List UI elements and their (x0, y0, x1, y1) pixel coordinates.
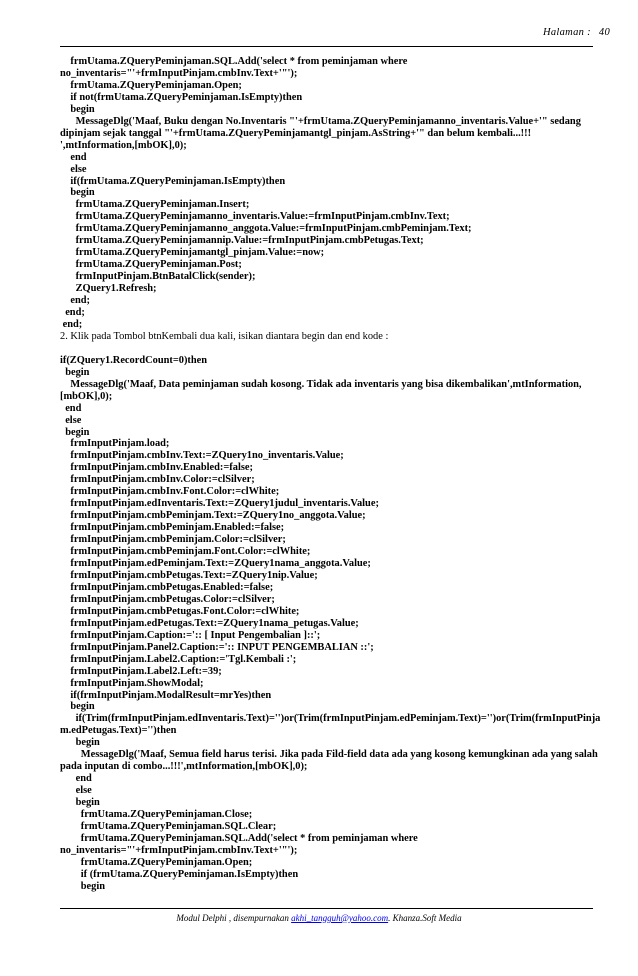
code-line: frmInputPinjam.cmbPeminjam.Font.Color:=clWhite; (60, 546, 311, 558)
code-line: no_inventaris="'+frmInputPinjam.cmbInv.Text+'"'); (60, 67, 298, 79)
footer-divider (60, 908, 593, 909)
page-footer (0, 913, 638, 923)
code-line: frmInputPinjam.cmbPeminjam.Enabled:=false; (60, 522, 285, 534)
code-line: pada inputan di combo...!!!',mtInformation,[mbOK],0); (60, 761, 308, 773)
code-line: ZQuery1.Refresh; (60, 283, 157, 295)
code-line: begin (60, 737, 100, 749)
code-line: begin (60, 187, 95, 199)
code-line: else (60, 414, 82, 426)
code-line: frmInputPinjam.cmbPetugas.Color:=clSilver; (60, 593, 275, 605)
code-line: frmInputPinjam.Caption:=':: [ Input Pengembalian ]::'; (60, 629, 321, 641)
code-line: MessageDlg('Maaf, Semua field harus terisi. Jika pada Fild-field data ada yang kosong kemungkinan ada yang salah (60, 749, 598, 761)
code-line: frmInputPinjam.load; (60, 438, 170, 450)
code-line: frmInputPinjam.ShowModal; (60, 677, 204, 689)
code-line: if(ZQuery1.RecordCount=0)then (60, 354, 208, 366)
code-line: ',mtInformation,[mbOK],0); (60, 139, 187, 151)
code-line: frmUtama.ZQueryPeminjaman.SQL.Add('select * from peminjaman where (60, 832, 418, 844)
code-line: no_inventaris="'+frmInputPinjam.cmbInv.Text+'"'); (60, 844, 298, 856)
code-line: frmInputPinjam.cmbPeminjam.Text:=ZQuery1no_anggota.Value; (60, 510, 366, 522)
code-line: if(Trim(frmInputPinjam.edInventaris.Text)='')or(Trim(frmInputPinjam.edPeminjam.Text)='')or(Trim(frmInputPinja (60, 713, 601, 725)
code-line: [mbOK],0); (60, 390, 113, 402)
code-line: if not(frmUtama.ZQueryPeminjaman.IsEmpty)then (60, 91, 303, 103)
page-number: 40 (598, 27, 610, 38)
code-line: frmUtama.ZQueryPeminjaman.Open; (60, 856, 253, 868)
code-line: frmInputPinjam.cmbInv.Text:=ZQuery1no_inventaris.Value; (60, 450, 344, 462)
code-line: begin (60, 797, 100, 809)
code-line: frmUtama.ZQueryPeminjamantgl_pinjam.Value:=now; (60, 247, 325, 259)
code-line: end (60, 151, 87, 163)
code-line: frmUtama.ZQueryPeminjaman.Insert; (60, 199, 250, 211)
code-line: begin (60, 426, 90, 438)
code-line: frmInputPinjam.edPetugas.Text:=ZQuery1nama_petugas.Value; (60, 617, 359, 629)
code-line: frmInputPinjam.cmbPetugas.Font.Color:=clWhite; (60, 605, 300, 617)
footer-text: Modul Delphi , disempurnakan (176, 913, 292, 923)
code-line: m.edPetugas.Text)='')then (60, 725, 177, 737)
code-line: frmUtama.ZQueryPeminjamanno_inventaris.Value:=frmInputPinjam.cmbInv.Text; (60, 211, 450, 223)
code-line: frmInputPinjam.cmbInv.Color:=clSilver; (60, 474, 255, 486)
code-line: begin (60, 880, 106, 892)
code-line: frmUtama.ZQueryPeminjamanno_anggota.Value:=frmInputPinjam.cmbPeminjam.Text; (60, 223, 472, 235)
code-line: if(frmUtama.ZQueryPeminjaman.IsEmpty)then (60, 175, 286, 187)
code-line: end; (60, 318, 83, 330)
code-line: frmInputPinjam.Label2.Left:=39; (60, 665, 222, 677)
author-email-link[interactable]: akhi_tangguh@yahoo.com (291, 913, 389, 923)
code-line: frmInputPinjam.edInventaris.Text:=ZQuery1judul_inventaris.Value; (60, 498, 379, 510)
page-header (0, 27, 610, 38)
code-line: frmInputPinjam.Label2.Caption:='Tgl.Kembali :'; (60, 653, 297, 665)
code-line: else (60, 163, 87, 175)
code-line: MessageDlg('Maaf, Data peminjaman sudah kosong. Tidak ada inventaris yang bisa dikembalikan',mtInformation, (60, 378, 582, 390)
code-line: frmUtama.ZQueryPeminjaman.SQL.Add('select * from peminjaman where (60, 56, 408, 67)
code-line: frmUtama.ZQueryPeminjaman.SQL.Clear; (60, 820, 277, 832)
code-line: begin (60, 103, 95, 115)
code-line: frmInputPinjam.edPeminjam.Text:=ZQuery1nama_anggota.Value; (60, 558, 371, 570)
footer-publisher: . Khanza.Soft Media (388, 913, 462, 923)
instruction-text: 2. Klik pada Tombol btnKembali dua kali, isikan diantara begin dan end kode : (60, 330, 389, 342)
header-divider (60, 46, 593, 47)
code-line: frmInputPinjam.Panel2.Caption:=':: INPUT PENGEMBALIAN ::'; (60, 641, 374, 653)
code-line: end (60, 402, 82, 414)
code-line: frmInputPinjam.cmbInv.Enabled:=false; (60, 462, 253, 474)
code-line: begin (60, 701, 95, 713)
code-line: frmUtama.ZQueryPeminjaman.Post; (60, 259, 242, 271)
code-line: if (frmUtama.ZQueryPeminjaman.IsEmpty)then (60, 868, 299, 880)
code-line: end; (60, 307, 85, 319)
code-line: frmUtama.ZQueryPeminjaman.Open; (60, 79, 242, 91)
code-line: if(frmInputPinjam.ModalResult=mrYes)then (60, 689, 272, 701)
code-line: else (60, 785, 92, 797)
code-line: end; (60, 295, 91, 307)
code-line: frmInputPinjam.cmbPeminjam.Color:=clSilver; (60, 534, 286, 546)
page-label: Halaman : (542, 27, 591, 38)
code-line: begin (60, 366, 90, 378)
code-line: frmUtama.ZQueryPeminjamannip.Value:=frmInputPinjam.cmbPetugas.Text; (60, 235, 424, 247)
code-listing (60, 56, 601, 893)
blank-line (60, 343, 593, 355)
code-line: frmInputPinjam.cmbPetugas.Enabled:=false; (60, 581, 274, 593)
code-line: frmInputPinjam.cmbInv.Font.Color:=clWhite; (60, 486, 280, 498)
code-line: dipinjam sejak tanggal "'+frmUtama.ZQueryPeminjamantgl_pinjam.AsString+'" dan belum kembali...!!! (60, 127, 532, 139)
code-line: frmInputPinjam.BtnBatalClick(sender); (60, 271, 256, 283)
code-line: frmInputPinjam.cmbPetugas.Text:=ZQuery1nip.Value; (60, 569, 318, 581)
code-line: frmUtama.ZQueryPeminjaman.Close; (60, 809, 253, 821)
code-line: end (60, 773, 92, 785)
code-line: MessageDlg('Maaf, Buku dengan No.Inventaris "'+frmUtama.ZQueryPeminjamanno_inventaris.Value+'" sedang (60, 115, 581, 127)
